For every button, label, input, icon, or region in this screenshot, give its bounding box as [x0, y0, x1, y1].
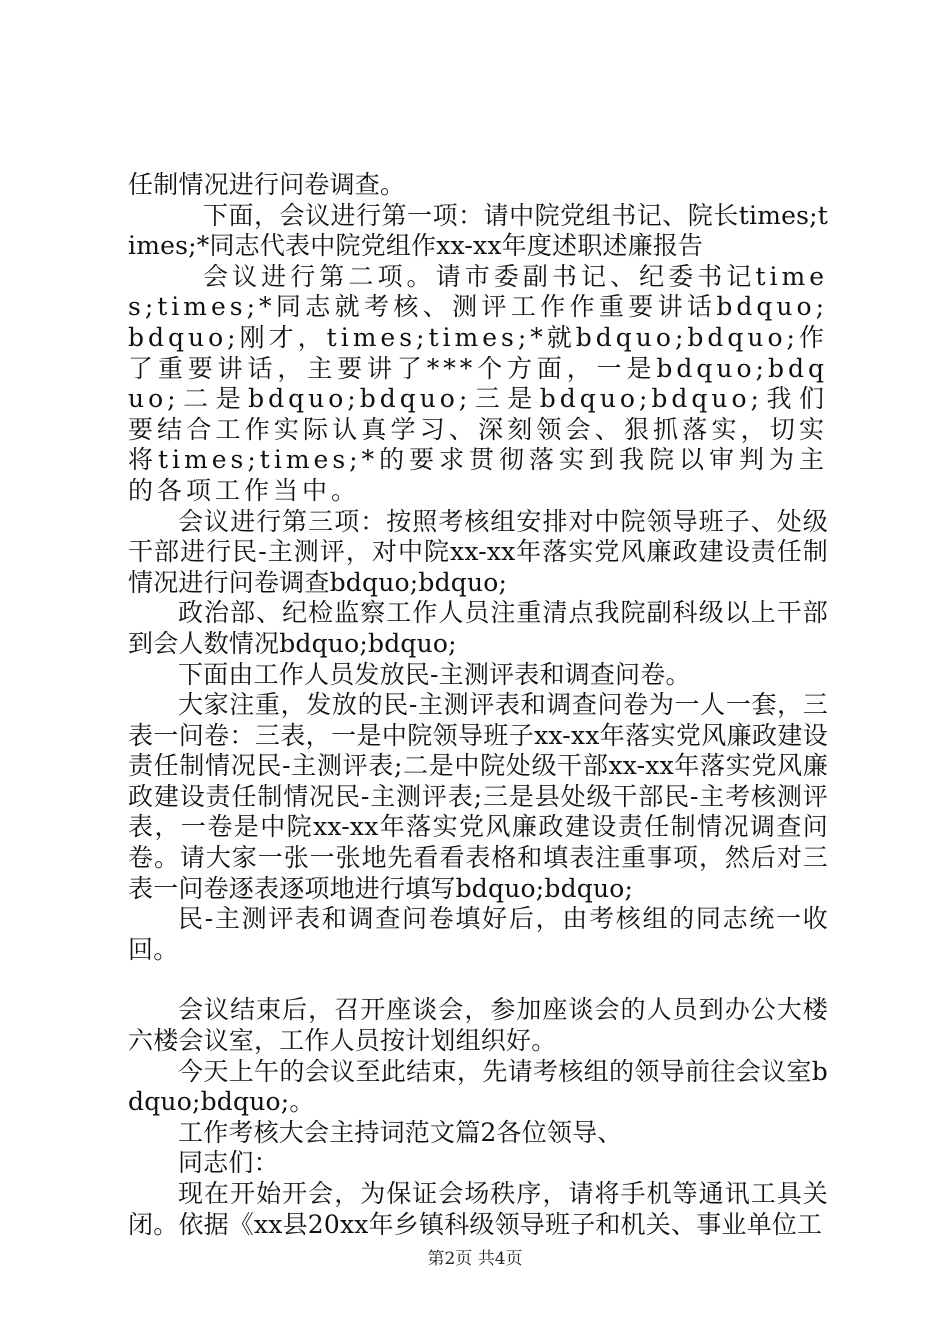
paragraph-11: 工作考核大会主持词范文篇2各位领导、: [178, 1117, 623, 1147]
paragraph-10: 今天上午的会议至此结束，先请考核组的领导前往会议室bdquo;bdquo;。: [128, 1056, 828, 1117]
paragraph-8: 民-主测评表和调查问卷填好后，由考核组的同志统一收回。: [128, 904, 828, 964]
paragraph-12: 同志们：: [178, 1148, 279, 1178]
paragraph-4: 会议进行第三项：按照考核组安排对中院领导班子、处级干部进行民-主测评，对中院xx-xx年落实党风廉政建设责任制情况进行问卷调查bdquo;bdquo;: [128, 506, 828, 597]
paragraph-7: 大家注重，发放的民-主测评表和调查问卷为一人一套，三表一问卷：三表，一是中院领导班子xx-xx年落实党风廉政建设责任制情况民-主测评表;二是中院处级干部xx-xx年落实党风廉政建设责任制情况民-主测评表;三是县处级干部民-主考核测评表，一卷是中院xx-xx年落实党风廉政建设责任制情况调查问卷。请大家一张一张地先看看表格和填表注重事项，然后对三表一问卷逐表逐项地进行填写bdquo;bdquo;: [128, 690, 828, 903]
paragraph-1: 任制情况进行问卷调查。: [128, 170, 406, 199]
document-body: [128, 170, 828, 1240]
paragraph-9: 会议结束后，召开座谈会，参加座谈会的人员到办公大楼六楼会议室，工作人员按计划组织好。: [128, 995, 828, 1056]
paragraph-13: 现在开始开会，为保证会场秩序，请将手机等通讯工具关闭。依据《xx县20xx年乡镇科级领导班子和机关、事业单位工: [128, 1179, 828, 1239]
paragraph-gap: [128, 965, 828, 995]
paragraph-3: 会议进行第二项。请市委副书记、纪委书记times;times;*同志就考核、测评工作作重要讲话bdquo;bdquo;刚才，times;times;*就bdquo;bdquo;作了重要讲话，主要讲了***个方面，一是bdquo;bdquo;二是bdquo;bdquo;三是bdquo;bdquo;我们要结合工作实际认真学习、深刻领会、狠抓落实，切实将times;times;*的要求贯彻落实到我院以审判为主的各项工作当中。: [128, 261, 828, 505]
paragraph-6: 下面由工作人员发放民-主测评表和调查问卷。: [178, 659, 691, 689]
paragraph-5: 政治部、纪检监察工作人员注重清点我院副科级以上干部到会人数情况bdquo;bdquo;: [128, 598, 828, 658]
paragraph-2: 下面，会议进行第一项：请中院党组书记、院长times;times;*同志代表中院党组作xx-xx年度述职述廉报告: [128, 200, 828, 261]
page-footer: 第2页 共4页: [427, 1249, 523, 1269]
